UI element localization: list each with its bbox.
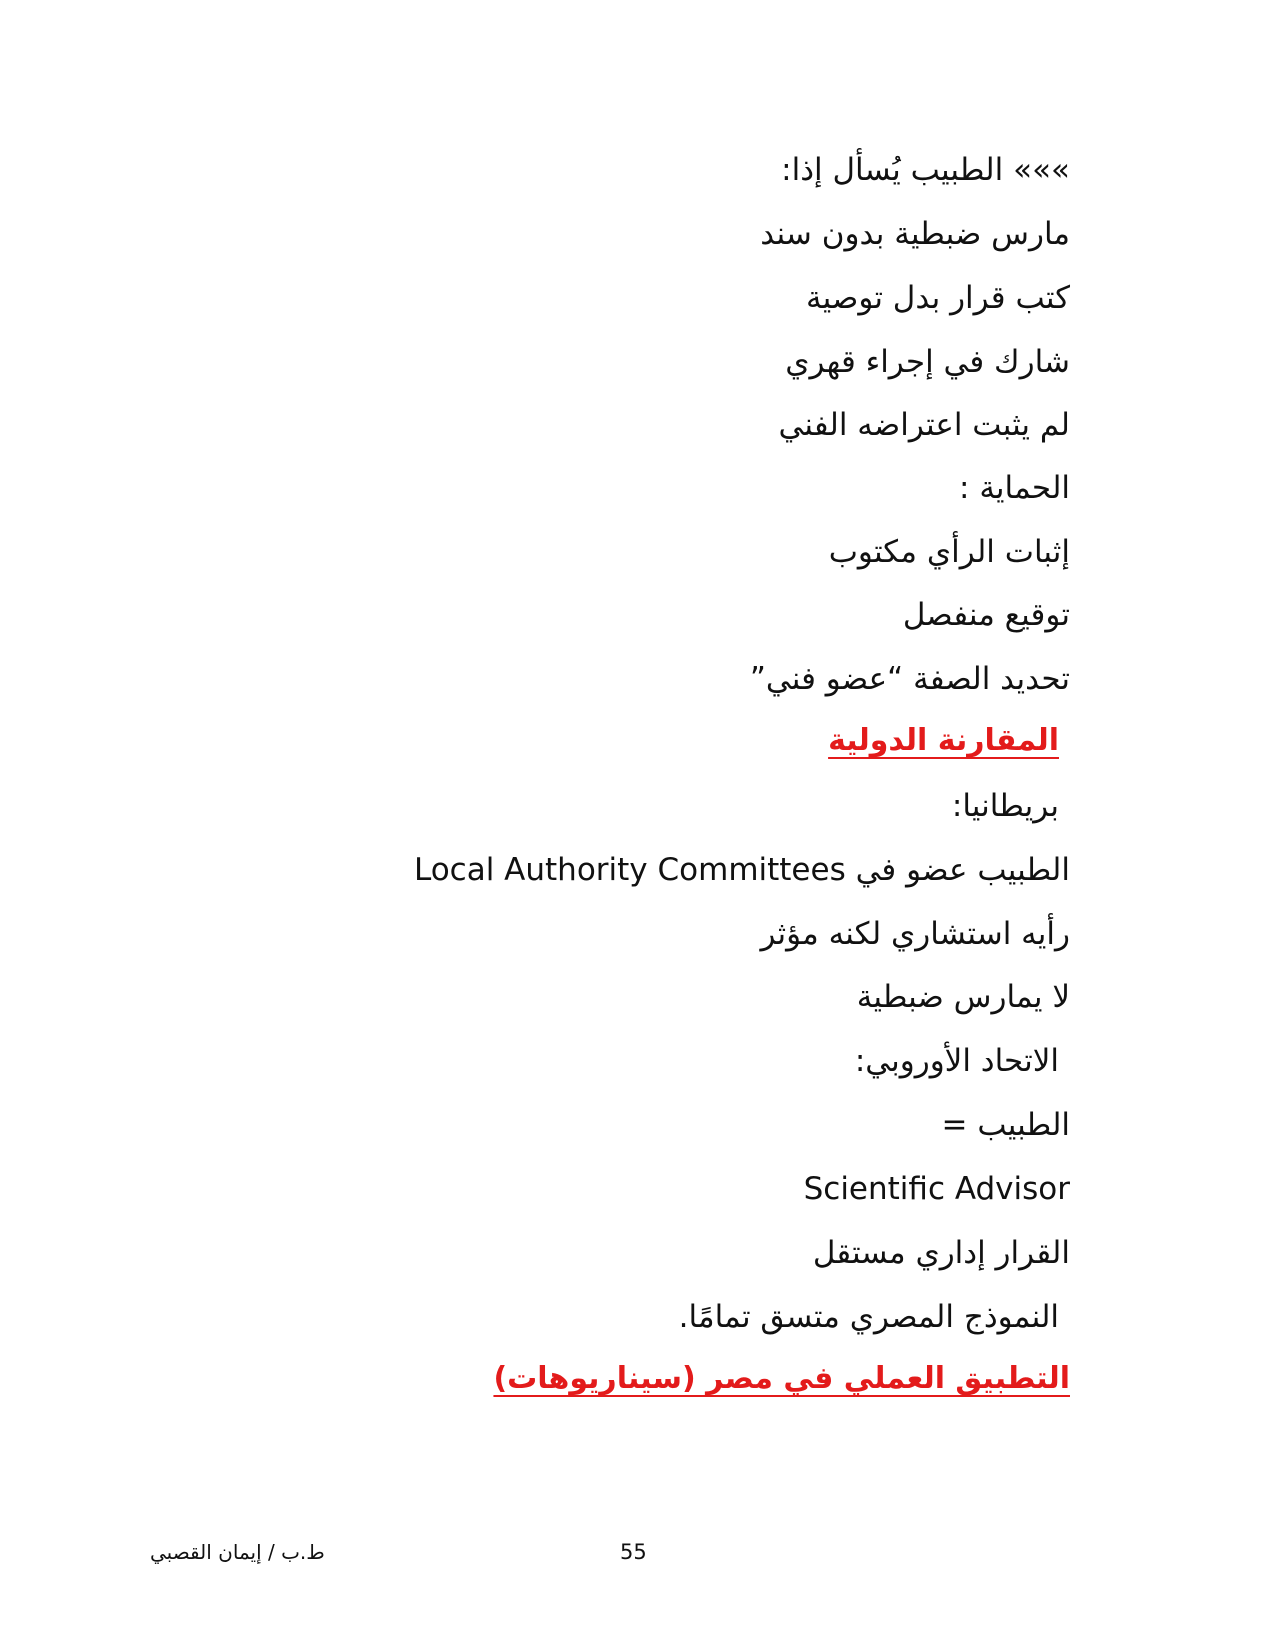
text-line-seizure-without-basis: مارس ضبطية بدون سند — [760, 216, 1070, 252]
text-line-coercive-procedure: شارك في إجراء قهري — [785, 344, 1070, 380]
text-line-objection-not-recorded: لم يثبت اعتراضه الفني — [778, 407, 1070, 443]
section-heading-international-comparison: المقارنة الدولية — [828, 723, 1059, 758]
text-line-advisory-opinion: رأيه استشاري لكنه مؤثر — [760, 916, 1070, 952]
text-line-britain: بريطانيا: — [951, 788, 1059, 824]
text-line-doctor-liable: »»» الطبيب يُسأل إذا: — [781, 152, 1070, 188]
text-line-local-authority: الطبيب عضو في Local Authority Committees — [413, 852, 1070, 888]
text-line-protection: الحماية : — [959, 470, 1070, 506]
text-line-scientific-advisor: Scientific Advisor — [803, 1171, 1070, 1207]
section-heading-practical-application: التطبيق العملي في مصر (سيناريوهات) — [493, 1361, 1070, 1396]
text-line-written-opinion: إثبات الرأي مكتوب — [828, 534, 1070, 570]
footer-author: ط.ب / إيمان القصبي — [150, 1540, 325, 1564]
text-line-doctor-equals: الطبيب = — [941, 1107, 1070, 1143]
text-line-egyptian-model: النموذج المصري متسق تمامًا. — [678, 1299, 1059, 1335]
text-line-technical-member: تحديد الصفة “عضو فني” — [749, 661, 1070, 697]
page-number: 55 — [620, 1540, 647, 1564]
text-line-no-seizure: لا يمارس ضبطية — [856, 979, 1070, 1015]
text-line-european-union: الاتحاد الأوروبي: — [854, 1043, 1059, 1079]
text-line-separate-signature: توقيع منفصل — [902, 597, 1070, 633]
text-line-decision-instead-of-recommendation: كتب قرار بدل توصية — [806, 280, 1070, 316]
text-line-independent-decision: القرار إداري مستقل — [812, 1235, 1070, 1271]
